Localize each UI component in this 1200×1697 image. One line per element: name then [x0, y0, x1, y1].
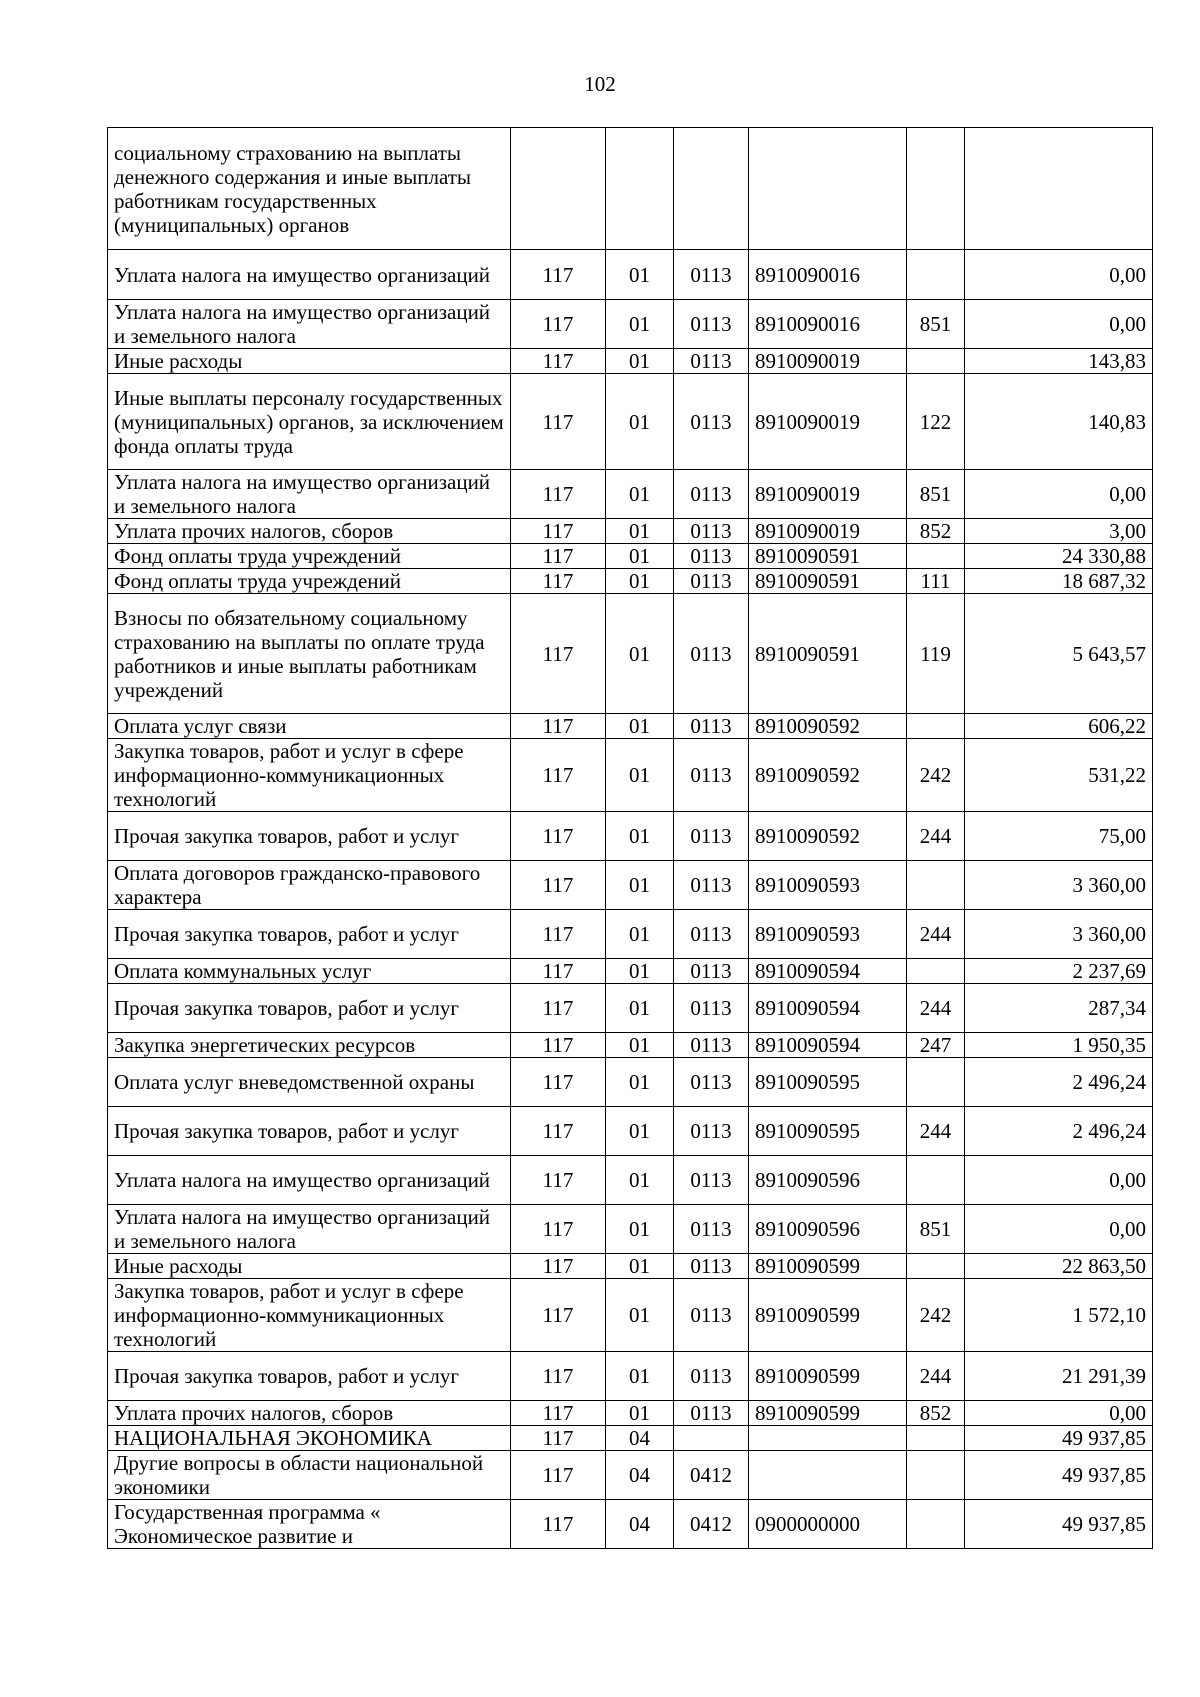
cell-ved: 117 [511, 984, 606, 1033]
cell-ved: 117 [511, 1033, 606, 1058]
cell-sum: 3 360,00 [965, 861, 1153, 910]
cell-vr [907, 1451, 965, 1500]
cell-rz: 01 [606, 861, 674, 910]
cell-name: Оплата услуг связи [108, 714, 511, 739]
cell-ved: 117 [511, 1107, 606, 1156]
table-row [108, 812, 1153, 861]
cell-pr: 0113 [674, 1279, 749, 1352]
cell-sum: 3 360,00 [965, 910, 1153, 959]
table-row [108, 984, 1153, 1033]
cell-sum: 606,22 [965, 714, 1153, 739]
cell-ved [511, 128, 606, 250]
cell-rz: 01 [606, 300, 674, 349]
cell-ved: 117 [511, 569, 606, 594]
cell-csr: 8910090591 [749, 594, 907, 714]
table-row [108, 1352, 1153, 1401]
cell-sum: 49 937,85 [965, 1451, 1153, 1500]
page-number: 102 [584, 72, 616, 96]
cell-vr: 244 [907, 984, 965, 1033]
cell-pr: 0113 [674, 349, 749, 374]
cell-rz: 01 [606, 739, 674, 812]
cell-csr: 8910090592 [749, 714, 907, 739]
table-row [108, 910, 1153, 959]
table-row [108, 300, 1153, 349]
cell-vr [907, 1500, 965, 1549]
cell-pr: 0113 [674, 544, 749, 569]
table-row [108, 1058, 1153, 1107]
cell-rz: 01 [606, 544, 674, 569]
cell-ved: 117 [511, 1500, 606, 1549]
cell-csr: 8910090594 [749, 984, 907, 1033]
cell-pr: 0113 [674, 1352, 749, 1401]
cell-vr: 851 [907, 470, 965, 519]
cell-sum: 49 937,85 [965, 1426, 1153, 1451]
table-row [108, 594, 1153, 714]
cell-ved: 117 [511, 910, 606, 959]
cell-vr [907, 250, 965, 300]
table-row [108, 519, 1153, 544]
cell-csr [749, 1426, 907, 1451]
cell-sum: 2 496,24 [965, 1107, 1153, 1156]
cell-vr: 244 [907, 812, 965, 861]
cell-pr: 0113 [674, 959, 749, 984]
cell-rz: 04 [606, 1451, 674, 1500]
table-row [108, 1500, 1153, 1549]
cell-csr: 8910090016 [749, 250, 907, 300]
cell-pr: 0113 [674, 569, 749, 594]
cell-pr: 0113 [674, 1033, 749, 1058]
cell-ved: 117 [511, 1254, 606, 1279]
cell-csr: 8910090596 [749, 1156, 907, 1205]
cell-pr: 0412 [674, 1500, 749, 1549]
cell-vr [907, 959, 965, 984]
cell-vr: 852 [907, 519, 965, 544]
cell-sum: 49 937,85 [965, 1500, 1153, 1549]
table-row [108, 128, 1153, 250]
cell-sum: 0,00 [965, 1156, 1153, 1205]
cell-ved: 117 [511, 1352, 606, 1401]
cell-pr: 0113 [674, 594, 749, 714]
cell-sum: 5 643,57 [965, 594, 1153, 714]
cell-pr: 0113 [674, 374, 749, 470]
cell-name: Фонд оплаты труда учреждений [108, 544, 511, 569]
cell-vr: 244 [907, 1352, 965, 1401]
cell-pr: 0113 [674, 714, 749, 739]
cell-name: Взносы по обязательному социальному страхованию на выплаты по оплате труда работников и иные выплаты работникам учреждений [108, 594, 511, 714]
cell-sum: 3,00 [965, 519, 1153, 544]
cell-vr: 852 [907, 1401, 965, 1426]
cell-csr: 8910090019 [749, 470, 907, 519]
table-row [108, 1401, 1153, 1426]
cell-ved: 117 [511, 594, 606, 714]
cell-rz: 01 [606, 250, 674, 300]
cell-pr: 0113 [674, 1205, 749, 1254]
cell-vr: 851 [907, 300, 965, 349]
cell-rz: 01 [606, 812, 674, 861]
cell-ved: 117 [511, 714, 606, 739]
cell-sum: 24 330,88 [965, 544, 1153, 569]
cell-csr: 8910090019 [749, 374, 907, 470]
cell-ved: 117 [511, 1451, 606, 1500]
cell-csr: 8910090599 [749, 1401, 907, 1426]
cell-name: Уплата прочих налогов, сборов [108, 1401, 511, 1426]
cell-pr [674, 1426, 749, 1451]
cell-pr: 0113 [674, 1401, 749, 1426]
cell-ved: 117 [511, 812, 606, 861]
table-row [108, 739, 1153, 812]
cell-rz: 01 [606, 1205, 674, 1254]
cell-ved: 117 [511, 739, 606, 812]
cell-csr: 8910090019 [749, 519, 907, 544]
cell-pr: 0113 [674, 861, 749, 910]
cell-csr: 8910090016 [749, 300, 907, 349]
cell-csr: 8910090594 [749, 1033, 907, 1058]
cell-sum: 0,00 [965, 470, 1153, 519]
cell-pr: 0113 [674, 1254, 749, 1279]
cell-rz [606, 128, 674, 250]
cell-sum: 0,00 [965, 1401, 1153, 1426]
cell-sum: 0,00 [965, 300, 1153, 349]
table-row [108, 569, 1153, 594]
cell-name: Уплата налога на имущество организаций и земельного налога [108, 300, 511, 349]
cell-sum: 0,00 [965, 1205, 1153, 1254]
cell-sum: 143,83 [965, 349, 1153, 374]
cell-pr: 0113 [674, 300, 749, 349]
cell-pr: 0113 [674, 984, 749, 1033]
cell-sum: 22 863,50 [965, 1254, 1153, 1279]
cell-name: Прочая закупка товаров, работ и услуг [108, 1352, 511, 1401]
cell-name: Закупка энергетических ресурсов [108, 1033, 511, 1058]
cell-csr: 8910090595 [749, 1107, 907, 1156]
cell-sum: 531,22 [965, 739, 1153, 812]
cell-vr: 244 [907, 910, 965, 959]
cell-name: Иные расходы [108, 349, 511, 374]
cell-csr: 8910090599 [749, 1279, 907, 1352]
cell-rz: 01 [606, 519, 674, 544]
table-row [108, 1254, 1153, 1279]
cell-ved: 117 [511, 959, 606, 984]
table-row [108, 1279, 1153, 1352]
cell-csr [749, 1451, 907, 1500]
cell-name: Оплата услуг вневедомственной охраны [108, 1058, 511, 1107]
cell-vr [907, 1254, 965, 1279]
cell-vr [907, 349, 965, 374]
cell-vr: 242 [907, 1279, 965, 1352]
budget-table [107, 127, 1153, 1549]
cell-csr: 8910090595 [749, 1058, 907, 1107]
cell-ved: 117 [511, 1205, 606, 1254]
cell-name: Другие вопросы в области национальной экономики [108, 1451, 511, 1500]
cell-ved: 117 [511, 250, 606, 300]
cell-rz: 01 [606, 569, 674, 594]
cell-rz: 01 [606, 1254, 674, 1279]
cell-vr: 111 [907, 569, 965, 594]
cell-rz: 01 [606, 1058, 674, 1107]
cell-ved: 117 [511, 374, 606, 470]
cell-vr [907, 128, 965, 250]
cell-pr: 0113 [674, 1107, 749, 1156]
cell-csr: 8910090593 [749, 861, 907, 910]
cell-name: Иные расходы [108, 1254, 511, 1279]
table-row [108, 861, 1153, 910]
cell-vr [907, 1058, 965, 1107]
cell-vr [907, 1426, 965, 1451]
cell-csr: 8910090592 [749, 812, 907, 861]
cell-sum: 287,34 [965, 984, 1153, 1033]
cell-name: Уплата налога на имущество организаций и земельного налога [108, 1205, 511, 1254]
cell-name: Прочая закупка товаров, работ и услуг [108, 984, 511, 1033]
cell-name: Иные выплаты персоналу государственных (муниципальных) органов, за исключением фонда оплаты труда [108, 374, 511, 470]
table-row [108, 1156, 1153, 1205]
cell-csr: 8910090593 [749, 910, 907, 959]
cell-rz: 01 [606, 1033, 674, 1058]
cell-ved: 117 [511, 1401, 606, 1426]
table-row [108, 374, 1153, 470]
cell-name: Уплата налога на имущество организаций и земельного налога [108, 470, 511, 519]
cell-name: Фонд оплаты труда учреждений [108, 569, 511, 594]
cell-rz: 01 [606, 1156, 674, 1205]
cell-name: Прочая закупка товаров, работ и услуг [108, 812, 511, 861]
cell-csr: 8910090594 [749, 959, 907, 984]
cell-csr: 8910090019 [749, 349, 907, 374]
cell-rz: 01 [606, 349, 674, 374]
cell-ved: 117 [511, 300, 606, 349]
cell-name: Закупка товаров, работ и услуг в сфере информационно-коммуникационных технологий [108, 1279, 511, 1352]
cell-ved: 117 [511, 1279, 606, 1352]
cell-csr: 8910090599 [749, 1352, 907, 1401]
cell-name: Оплата коммунальных услуг [108, 959, 511, 984]
cell-vr: 242 [907, 739, 965, 812]
cell-pr: 0113 [674, 812, 749, 861]
cell-rz: 01 [606, 374, 674, 470]
cell-pr: 0113 [674, 1156, 749, 1205]
cell-ved: 117 [511, 544, 606, 569]
cell-pr: 0113 [674, 519, 749, 544]
cell-csr: 8910090591 [749, 569, 907, 594]
cell-vr: 851 [907, 1205, 965, 1254]
cell-pr: 0113 [674, 910, 749, 959]
cell-vr [907, 1156, 965, 1205]
table-body [108, 128, 1153, 1549]
table-row [108, 1107, 1153, 1156]
table-row [108, 470, 1153, 519]
cell-name: Государственная программа « Экономическое развитие и [108, 1500, 511, 1549]
table-row [108, 1205, 1153, 1254]
cell-vr: 119 [907, 594, 965, 714]
cell-name: Закупка товаров, работ и услуг в сфере информационно-коммуникационных технологий [108, 739, 511, 812]
cell-rz: 01 [606, 959, 674, 984]
cell-sum: 2 496,24 [965, 1058, 1153, 1107]
cell-ved: 117 [511, 1156, 606, 1205]
cell-rz: 01 [606, 984, 674, 1033]
cell-rz: 04 [606, 1500, 674, 1549]
table-row [108, 1426, 1153, 1451]
cell-vr: 244 [907, 1107, 965, 1156]
table-row [108, 544, 1153, 569]
cell-csr: 8910090599 [749, 1254, 907, 1279]
cell-pr: 0113 [674, 250, 749, 300]
cell-rz: 01 [606, 470, 674, 519]
cell-sum: 1 572,10 [965, 1279, 1153, 1352]
cell-name: Уплата налога на имущество организаций [108, 250, 511, 300]
cell-vr: 122 [907, 374, 965, 470]
cell-sum: 1 950,35 [965, 1033, 1153, 1058]
cell-ved: 117 [511, 1058, 606, 1107]
cell-vr [907, 544, 965, 569]
cell-sum: 140,83 [965, 374, 1153, 470]
cell-name: Прочая закупка товаров, работ и услуг [108, 910, 511, 959]
table-row [108, 714, 1153, 739]
cell-ved: 117 [511, 861, 606, 910]
cell-vr [907, 861, 965, 910]
cell-csr: 8910090592 [749, 739, 907, 812]
cell-name: Оплата договоров гражданско-правового характера [108, 861, 511, 910]
table-row [108, 959, 1153, 984]
cell-name: НАЦИОНАЛЬНАЯ ЭКОНОМИКА [108, 1426, 511, 1451]
cell-ved: 117 [511, 349, 606, 374]
cell-rz: 01 [606, 714, 674, 739]
cell-ved: 117 [511, 1426, 606, 1451]
cell-name: Уплата прочих налогов, сборов [108, 519, 511, 544]
table-row [108, 250, 1153, 300]
table-row [108, 1451, 1153, 1500]
cell-sum: 75,00 [965, 812, 1153, 861]
cell-name: социальному страхованию на выплаты денежного содержания и иные выплаты работникам государственных (муниципальных) органов [108, 128, 511, 250]
cell-ved: 117 [511, 470, 606, 519]
cell-sum: 21 291,39 [965, 1352, 1153, 1401]
cell-rz: 01 [606, 1107, 674, 1156]
cell-sum: 18 687,32 [965, 569, 1153, 594]
cell-csr: 0900000000 [749, 1500, 907, 1549]
cell-pr: 0113 [674, 739, 749, 812]
cell-ved: 117 [511, 519, 606, 544]
cell-name: Уплата налога на имущество организаций [108, 1156, 511, 1205]
cell-csr: 8910090591 [749, 544, 907, 569]
cell-vr [907, 714, 965, 739]
cell-rz: 01 [606, 1279, 674, 1352]
cell-sum: 0,00 [965, 250, 1153, 300]
cell-rz: 04 [606, 1426, 674, 1451]
cell-sum [965, 128, 1153, 250]
cell-rz: 01 [606, 1401, 674, 1426]
cell-vr: 247 [907, 1033, 965, 1058]
cell-sum: 2 237,69 [965, 959, 1153, 984]
table-row [108, 349, 1153, 374]
cell-name: Прочая закупка товаров, работ и услуг [108, 1107, 511, 1156]
cell-pr: 0113 [674, 1058, 749, 1107]
cell-csr [749, 128, 907, 250]
cell-pr: 0113 [674, 470, 749, 519]
cell-pr: 0412 [674, 1451, 749, 1500]
table-row [108, 1033, 1153, 1058]
cell-csr: 8910090596 [749, 1205, 907, 1254]
cell-rz: 01 [606, 594, 674, 714]
cell-rz: 01 [606, 910, 674, 959]
cell-rz: 01 [606, 1352, 674, 1401]
cell-pr [674, 128, 749, 250]
